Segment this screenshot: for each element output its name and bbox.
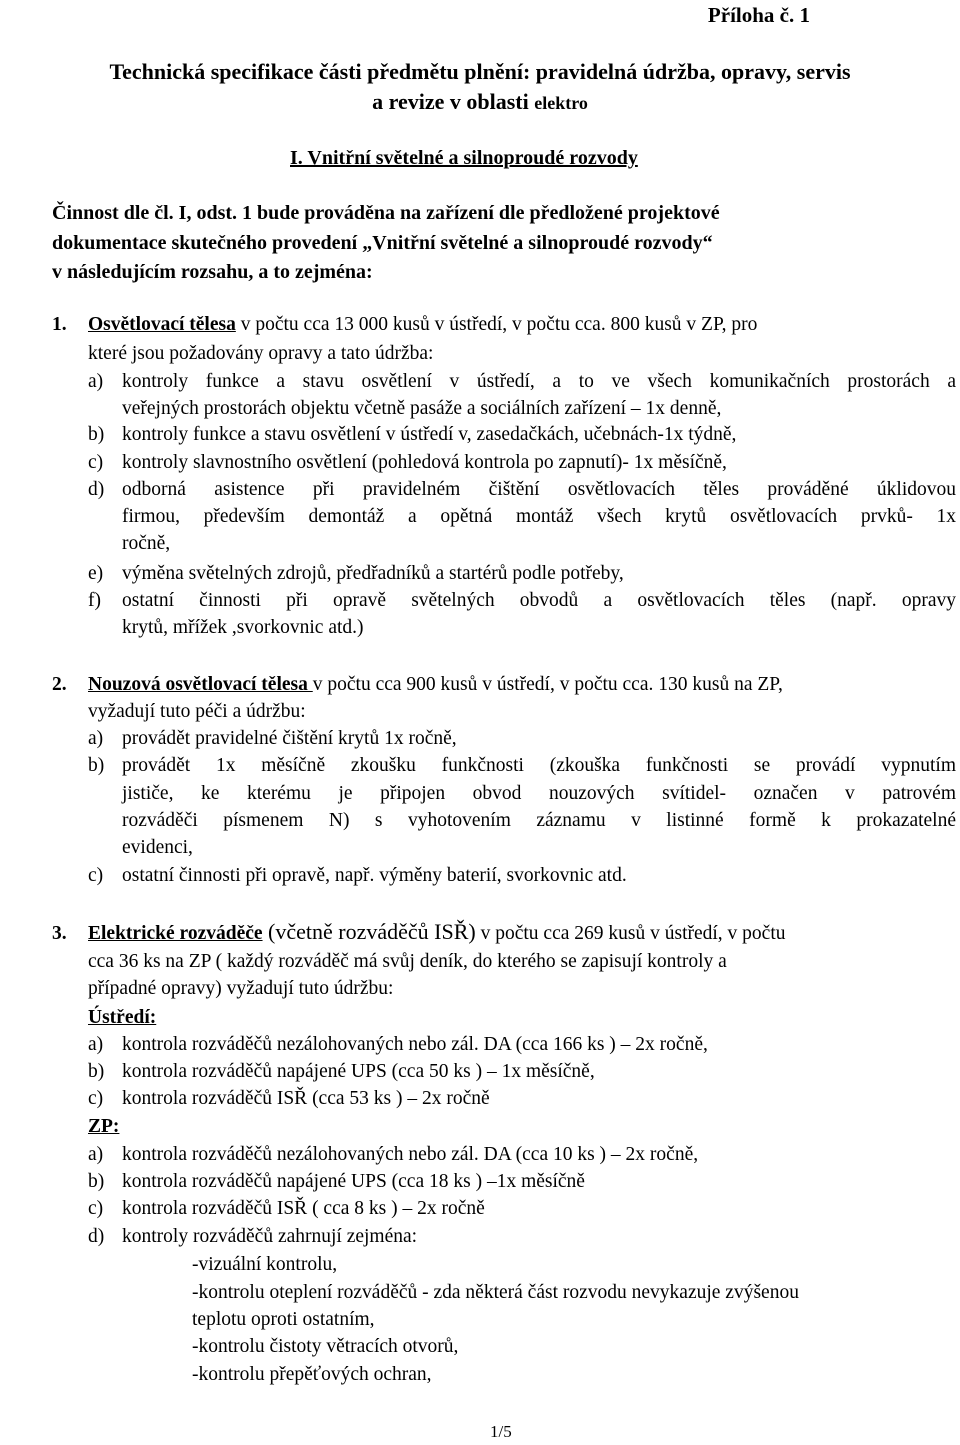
subitem-surge-check: -kontrolu přepěťových ochran, xyxy=(192,1364,432,1385)
section-2-item-marker: b) xyxy=(88,755,105,776)
section-2-item-marker: a) xyxy=(88,728,104,749)
section-1-item-marker: c) xyxy=(88,452,104,473)
section-3-heading-line: Elektrické rozváděče (včetně rozváděčů ISŘ) v počtu cca 269 kusů v ústředí, v počtu xyxy=(88,919,786,944)
section-2-item-text: provádět 1x měsíčně zkoušku funkčnosti (zkouška funkčnosti se provádí vypnutím xyxy=(122,755,956,776)
section-1-item-text: krytů, mřížek ,svorkovnic atd.) xyxy=(122,617,364,638)
document-title-line-2: a revize v oblasti elektro xyxy=(372,89,588,114)
page-number: 1/5 xyxy=(490,1422,512,1441)
zp-item-marker: a) xyxy=(88,1144,104,1165)
zp-item-text: kontrola rozváděčů nezálohovaných nebo zál. DA (cca 10 ks ) – 2x ročně, xyxy=(122,1144,699,1165)
section-2-line-2: vyžadují tuto péči a údržbu: xyxy=(88,701,306,722)
section-1-item-marker: e) xyxy=(88,563,104,584)
section-1-item-text: kontroly funkce a stavu osvětlení v ústředí v, zasedačkách, učebnách-1x týdně, xyxy=(122,424,737,445)
section-3-line-3: případné opravy) vyžadují tuto údržbu: xyxy=(88,978,394,999)
section-3-heading: Elektrické rozváděče xyxy=(88,923,263,944)
headquarters-item-marker: a) xyxy=(88,1034,104,1055)
headquarters-item-text: kontrola rozváděčů nezálohovaných nebo zál. DA (cca 166 ks ) – 2x ročně, xyxy=(122,1034,708,1055)
section-1-item-text: veřejných prostorách objektu včetně pasáže a sociálních zařízení – 1x denně, xyxy=(122,398,722,419)
section-1-item-marker: b) xyxy=(88,424,105,445)
zp-label: ZP: xyxy=(88,1116,120,1137)
intro-line-2: dokumentace skutečného provedení „Vnitřní světelné a silnoproudé rozvody“ xyxy=(52,232,713,254)
section-2-item-text: ostatní činnosti při opravě, např. výměny baterií, svorkovnic atd. xyxy=(122,865,627,886)
section-title: I. Vnitřní světelné a silnoproudé rozvody xyxy=(290,147,638,169)
zp-item-text: kontrola rozváděčů napájené UPS (cca 18 ks ) –1x měsíčně xyxy=(122,1171,585,1192)
section-1-item-text: firmou, především demontáž a opětná montáž všech krytů osvětlovacích prvků- 1x xyxy=(122,506,956,527)
section-1-item-text: ročně, xyxy=(122,533,171,554)
section-1-item-text: kontroly funkce a stavu osvětlení v ústředí, a to ve všech komunikačních prostorách a xyxy=(122,371,956,392)
zp-item-marker: c) xyxy=(88,1198,104,1219)
intro-line-1: Činnost dle čl. I, odst. 1 bude prováděna na zařízení dle předložené projektové xyxy=(52,202,720,224)
headquarters-label: Ústředí: xyxy=(88,1007,157,1028)
headquarters-item-marker: c) xyxy=(88,1088,104,1109)
section-1-item-text: odborná asistence při pravidelném čištění osvětlovacích těles prováděné úklidovou xyxy=(122,479,956,500)
zp-item-marker: d) xyxy=(88,1226,105,1247)
section-2-item-marker: c) xyxy=(88,865,104,886)
section-1-item-marker: f) xyxy=(88,590,101,611)
section-3-line-2: cca 36 ks na ZP ( každý rozváděč má svůj deník, do kterého se zapisují kontroly a xyxy=(88,951,727,972)
section-1-item-text: ostatní činnosti při opravě světelných obvodů a osvětlovacích těles (např. opravy xyxy=(122,590,956,611)
subitem-heating-check: -kontrolu oteplení rozváděčů - zda některá část rozvodu nevykazuje zvýšenou xyxy=(192,1282,799,1303)
subitem-vents-check: -kontrolu čistoty větracích otvorů, xyxy=(192,1336,459,1357)
section-1-heading: Osvětlovací tělesa xyxy=(88,314,236,335)
annex-label: Příloha č. 1 xyxy=(707,3,810,27)
section-1-line-2: které jsou požadovány opravy a tato údržba: xyxy=(88,343,434,364)
intro-line-3: v následujícím rozsahu, a to zejména: xyxy=(52,261,373,283)
section-2-item-text: evidenci, xyxy=(122,837,193,858)
headquarters-item-text: kontrola rozváděčů ISŘ (cca 53 ks ) – 2x ročně xyxy=(122,1088,490,1109)
section-2-item-text: jističe, ke kterému je připojen obvod nouzových svítidel- označen v patrovém xyxy=(122,783,956,804)
section-2-heading: Nouzová osvětlovací tělesa xyxy=(88,674,313,695)
headquarters-item-marker: b) xyxy=(88,1061,105,1082)
section-2-item-text: provádět pravidelné čištění krytů 1x ročně, xyxy=(122,728,457,749)
section-2-heading-line: Nouzová osvětlovací tělesa v počtu cca 900 kusů v ústředí, v počtu cca. 130 kusů na ZP, xyxy=(88,674,783,695)
section-2-item-text: rozváděči písmenem N) s vyhotovením záznamu v listinné formě k prokazatelné xyxy=(122,810,956,831)
section-1-item-marker: d) xyxy=(88,479,105,500)
section-1-item-text: výměna světelných zdrojů, předřadníků a startérů podle potřeby, xyxy=(122,563,624,584)
zp-item-text: kontroly rozváděčů zahrnují zejména: xyxy=(122,1226,418,1247)
zp-item-marker: b) xyxy=(88,1171,105,1192)
section-1-item-text: kontroly slavnostního osvětlení (pohledová kontrola po zapnutí)- 1x měsíčně, xyxy=(122,452,727,473)
headquarters-item-text: kontrola rozváděčů napájené UPS (cca 50 ks ) – 1x měsíčně, xyxy=(122,1061,595,1082)
subitem-heating-check-cont: teplotu oproti ostatním, xyxy=(192,1309,375,1330)
section-1-item-marker: a) xyxy=(88,371,104,392)
section-2-number: 2. xyxy=(52,674,67,695)
section-1-number: 1. xyxy=(52,314,67,335)
section-3-number: 3. xyxy=(52,923,67,944)
document-title-line-1: Technická specifikace části předmětu plnění: pravidelná údržba, opravy, servis xyxy=(109,59,851,84)
section-1-heading-line: Osvětlovací tělesa v počtu cca 13 000 kusů v ústředí, v počtu cca. 800 kusů v ZP, pro xyxy=(88,314,758,335)
subitem-visual-check: -vizuální kontrolu, xyxy=(192,1254,338,1275)
zp-item-text: kontrola rozváděčů ISŘ ( cca 8 ks ) – 2x ročně xyxy=(122,1198,485,1219)
